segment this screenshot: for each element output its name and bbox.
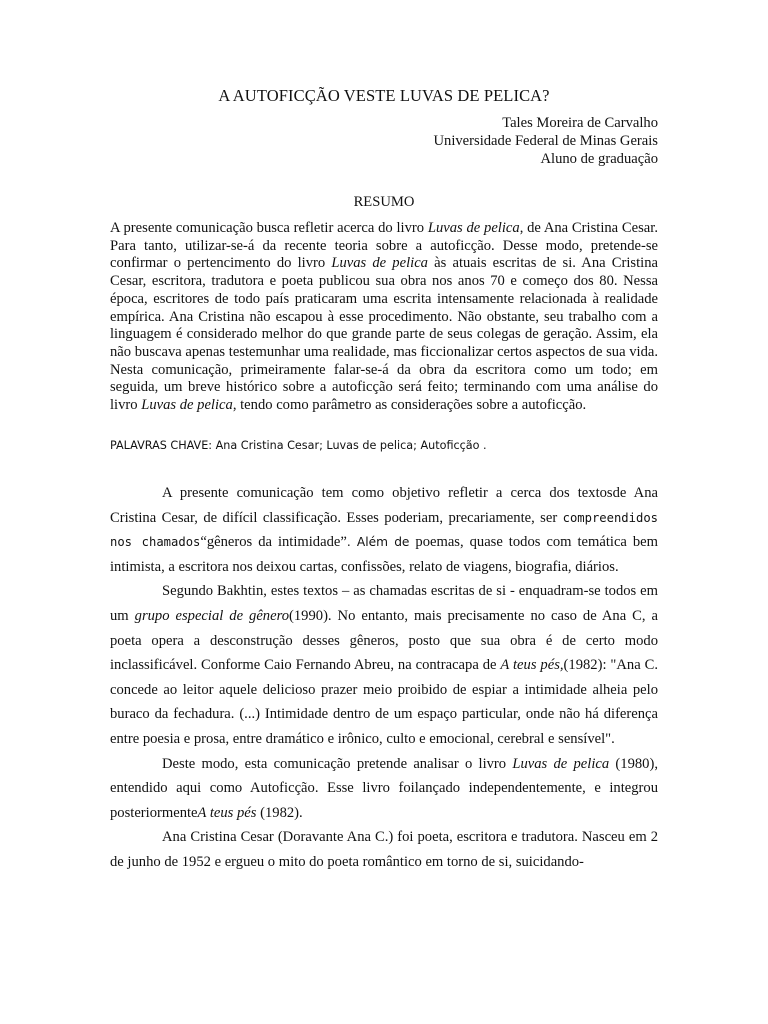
paragraph-text: compreendidos nos chamados bbox=[110, 510, 658, 550]
paragraph-text: A presente comunicação tem como objetivo refletir a cerca dos textosde Ana Cristina Cesar, de difícil classificação. Esses poderiam, precariamente, ser bbox=[110, 485, 658, 526]
abstract-book-title: Luvas de pelica bbox=[427, 220, 520, 236]
body-paragraph bbox=[110, 481, 658, 579]
abstract-text: A presente comunicação busca refletir acerca do livro bbox=[110, 220, 428, 236]
paragraph-italic: A teus pés bbox=[197, 804, 257, 821]
body-text bbox=[110, 481, 658, 875]
abstract-text: às atuais escritas de si. Ana Cristina Cesar, escritora, tradutora e poeta publicou sua obra nos anos 70 e começo dos 80. Nessa época, escritores de todo país praticaram uma escrita intensamente relacionada à realidade empírica. Ana Cristina não escapou à esse procedimento. Não obstante, seu trabalho com a linguagem é considerado melhor do que grande parte de seus colegas de geração. Assim, ela não buscava apenas testemunhar uma realidade, mas ficcionalizar certos aspectos de sua vida. Nesta comunicação, primeiramente falar-se-á da obra da escritora como um todo; em seguida, um breve histórico sobre a autoficção será feito; terminando com uma análise do livro bbox=[110, 255, 658, 414]
abstract-heading: RESUMO bbox=[353, 194, 415, 210]
paragraph-text: poemas, quase todos com temática bem intimista, a escritora nos deixou cartas, confissões, relato de viagens, biografia, diários. bbox=[110, 534, 658, 575]
body-paragraph bbox=[110, 825, 658, 874]
author-name: Tales Moreira de Carvalho bbox=[502, 115, 658, 131]
body-paragraph bbox=[110, 579, 658, 751]
body-paragraph bbox=[110, 752, 658, 826]
paragraph-text: (1982). bbox=[256, 804, 303, 821]
author-block bbox=[300, 114, 658, 168]
paragraph-italic: Luvas de pelica bbox=[512, 755, 610, 772]
keywords-line: PALAVRAS CHAVE: Ana Cristina Cesar; Luvas de pelica; Autoficção . bbox=[110, 439, 487, 452]
paragraph-text: Segundo Bakhtin, estes textos – as chamadas escritas de si - enquadram-se todos em um bbox=[110, 583, 658, 624]
paragraph-italic: A teus pés, bbox=[500, 657, 564, 674]
paragraph-text: (1982): "Ana C. concede ao leitor aquele delicioso prazer meio proibido de espiar a intimidade alheia pelo buraco da fechadura. (...) Intimidade dentro de um espaço particular, onde não há diferença entre poesia e prosa, entre dramático e irônico, culto e emocional, cerebral e sensível". bbox=[110, 657, 658, 747]
paragraph-text: Ana Cristina Cesar (Doravante Ana C.) foi poeta, escritora e tradutora. Nasceu em 2 de junho de 1952 e ergueu o mito do poeta romântico em torno de si, suicidando- bbox=[110, 829, 658, 870]
abstract-book-title: Luvas de pelica bbox=[331, 255, 428, 272]
abstract-text: , tendo como parâmetro as considerações sobre a autoficção. bbox=[232, 397, 587, 414]
paragraph-text: . Além de bbox=[346, 535, 410, 550]
paragraph-text: (1990). No entanto, mais precisamente no caso de Ana C, a poeta opera a desconstrução desses gêneros, posto que sua obra é de certo modo inclassificável. Conforme Caio Fernando Abreu, na contracapa de bbox=[110, 607, 658, 674]
author-role: Aluno de graduação bbox=[540, 151, 658, 167]
abstract-text: , de Ana Cristina Cesar. Para tanto, utilizar-se-á da recente teoria sobre a autoficção. Desse modo, pretende-se confirmar o pertencimento do livro bbox=[110, 220, 658, 272]
paragraph-italic: grupo especial de gênero bbox=[134, 607, 290, 624]
paragraph-text: (1980), entendido aqui como Autoficção. Esse livro foilançado independentemente, e integrou posteriormente bbox=[110, 755, 658, 821]
abstract-book-title: Luvas de pelica bbox=[141, 397, 233, 414]
paragraph-text: “gêneros da intimidade” bbox=[200, 534, 347, 551]
paragraph-text: Deste modo, esta comunicação pretende analisar o livro bbox=[162, 755, 513, 772]
author-institution: Universidade Federal de Minas Gerais bbox=[433, 133, 658, 149]
abstract-paragraph bbox=[110, 220, 658, 415]
paper-title: A AUTOFICÇÃO VESTE LUVAS DE PELICA? bbox=[218, 86, 550, 105]
